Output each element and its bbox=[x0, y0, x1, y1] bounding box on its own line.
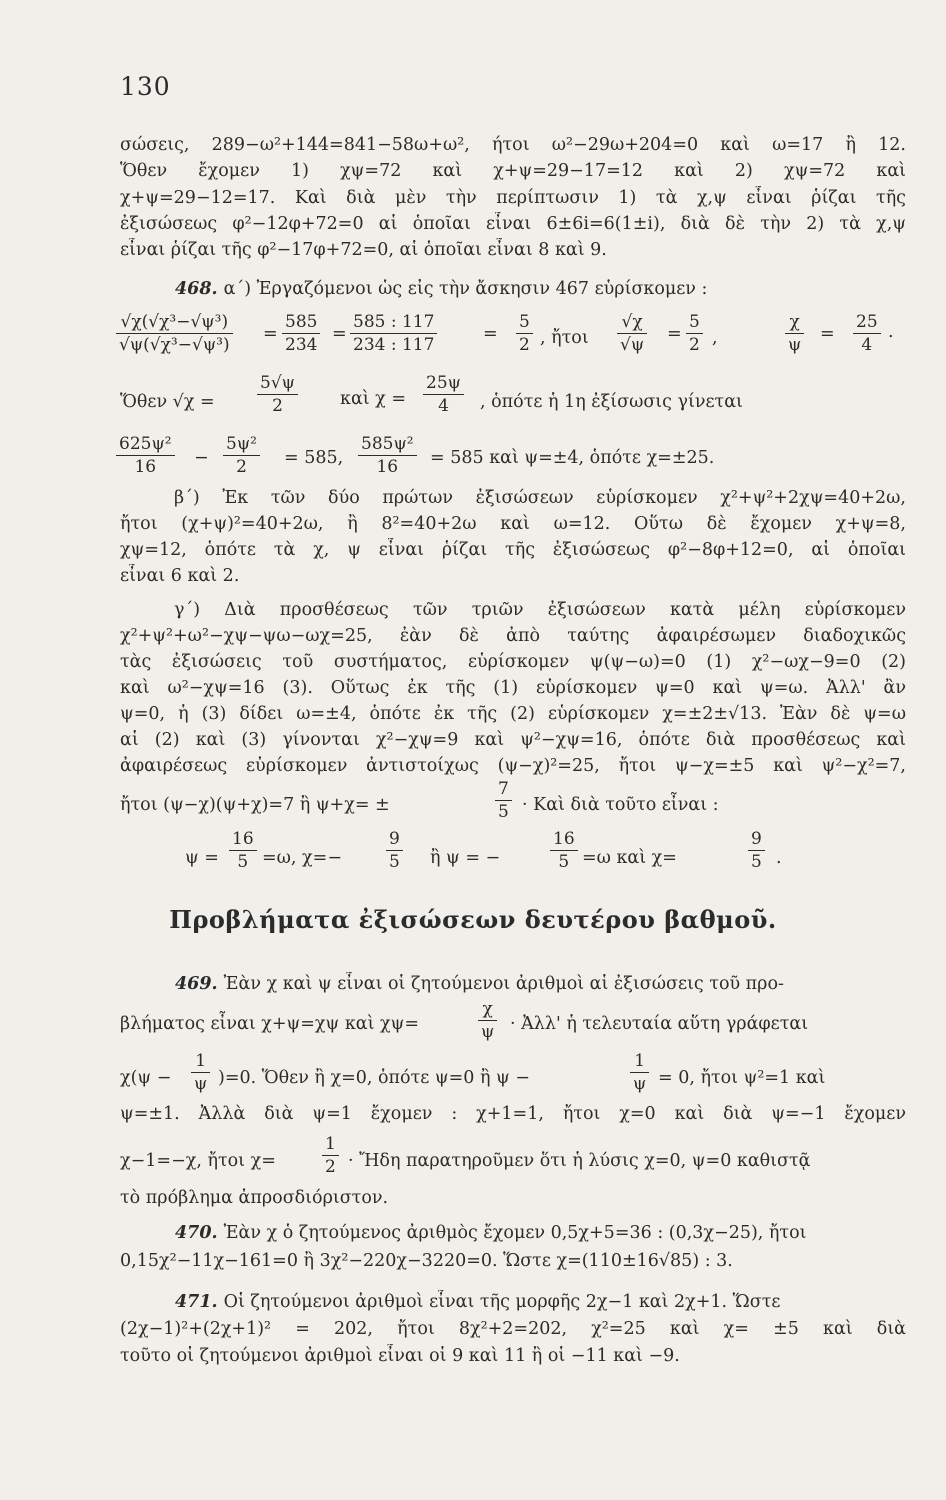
exercise-number: 471. bbox=[175, 1292, 218, 1312]
numerator: 1 bbox=[191, 1051, 210, 1073]
fraction bbox=[282, 312, 320, 355]
text-fragment: = 0, ἤτοι ψ²=1 καὶ bbox=[658, 1068, 826, 1088]
text-line: εἶναι ῥίζαι τῆς φ²−17φ+72=0, αἱ ὁποῖαι εἶναι 8 καὶ 9. bbox=[120, 240, 607, 260]
equals-585: = 585, bbox=[284, 448, 344, 468]
equals: = bbox=[820, 324, 835, 344]
kai-x-text: καὶ χ = bbox=[340, 389, 407, 409]
fraction bbox=[630, 1051, 649, 1094]
numerator: 1 bbox=[322, 1134, 339, 1156]
numerator: 585ψ² bbox=[358, 434, 417, 456]
fraction bbox=[617, 312, 647, 355]
text-line: χψ=12, ὁπότε τὰ χ, ψ εἶναι ῥίζαι τῆς ἐξισώσεως φ²−8φ+12=0, αἱ ὁποῖαι bbox=[120, 540, 906, 560]
result-text: =ω, χ=− bbox=[262, 848, 342, 868]
fraction bbox=[423, 373, 464, 416]
text-fragment: χ(ψ − bbox=[120, 1068, 172, 1088]
denominator: 2 bbox=[236, 457, 247, 477]
fraction bbox=[229, 829, 257, 872]
period: . bbox=[888, 322, 894, 342]
denominator: 5 bbox=[389, 852, 400, 872]
comma: , bbox=[712, 328, 718, 348]
numerator: 1 bbox=[630, 1051, 649, 1073]
text-line: σώσεις, 289−ω²+144=841−58ω+ω², ήτοι ω²−29ω+204=0 καὶ ω=17 ἢ 12. bbox=[120, 135, 906, 155]
denominator: 5 bbox=[498, 802, 509, 822]
denominator: ψ bbox=[194, 1074, 208, 1094]
exercise-text: α΄) Ἐργαζόμενοι ὡς εἰς τὴν ἄσκησιν 467 εὑρίσκομεν : bbox=[223, 279, 708, 299]
exercise-number: 468. bbox=[175, 279, 218, 299]
numerator: χ bbox=[785, 312, 804, 334]
denominator: 5 bbox=[751, 852, 762, 872]
denominator: √ψ bbox=[620, 335, 645, 355]
text-fragment: · Ἀλλ' ἡ τελευταία αὕτη γράφεται bbox=[510, 1014, 809, 1034]
numerator: 9 bbox=[386, 829, 403, 851]
fraction bbox=[322, 1134, 339, 1177]
denominator: 5 bbox=[237, 852, 249, 872]
denominator: ψ bbox=[633, 1074, 647, 1094]
fraction bbox=[116, 312, 233, 355]
denominator: 2 bbox=[272, 396, 283, 416]
exercise-471-line bbox=[175, 1290, 906, 1314]
text-line: (2χ−1)²+(2χ+1)² = 202, ἤτοι 8χ²+2=202, χ²=25 καὶ χ= ±5 καὶ διὰ bbox=[120, 1319, 906, 1339]
numerator: χ bbox=[478, 999, 497, 1021]
fraction bbox=[785, 312, 804, 355]
fraction bbox=[478, 999, 497, 1042]
numerator: √χ(√χ³−√ψ³) bbox=[116, 312, 233, 334]
exercise-text: Οἱ ζητούμενοι ἀριθμοὶ εἶναι τῆς μορφῆς 2χ−1 καὶ 2χ+1. Ὥστε bbox=[223, 1292, 781, 1312]
denominator: 2 bbox=[325, 1157, 336, 1177]
text-line: τοῦτο οἱ ζητούμενοι ἀριθμοὶ εἶναι οἱ 9 καὶ 11 ἢ οἱ −11 καὶ −9. bbox=[120, 1346, 680, 1366]
text-line: Ὅθεν ἔχομεν 1) χψ=72 καὶ χ+ψ=29−17=12 καὶ 2) χψ=72 καὶ bbox=[120, 161, 906, 181]
numerator: 5ψ² bbox=[223, 434, 260, 456]
text-line: ψ=±1. Ἀλλὰ διὰ ψ=1 ἔχομεν : χ+1=1, ἤτοι χ=0 καὶ διὰ ψ=−1 ἔχομεν bbox=[120, 1104, 906, 1124]
numerator: 16 bbox=[229, 829, 257, 851]
text-line: καὶ ω²−χψ=16 (3). Οὕτως ἐκ τῆς (1) εὑρίσκομεν ψ=0 καὶ ψ=ω. Ἀλλ' ἂν bbox=[120, 678, 906, 698]
text-fragment: χ−1=−χ, ἤτοι χ= bbox=[120, 1151, 276, 1171]
text-line: εἶναι 6 καὶ 2. bbox=[120, 566, 240, 586]
text-line: ἀφαιρέσεως εὑρίσκομεν ἀντιστοίχως (ψ−χ)²=25, ἤτοι ψ−χ=±5 καὶ ψ²−χ²=7, bbox=[120, 756, 906, 776]
fraction bbox=[853, 312, 881, 355]
numerator: 585 bbox=[282, 312, 320, 334]
exercise-number: 470. bbox=[175, 1223, 218, 1243]
numerator: 5√ψ bbox=[257, 373, 298, 395]
denominator: 4 bbox=[438, 396, 449, 416]
numerator: 585 : 117 bbox=[350, 312, 437, 334]
numerator: 625ψ² bbox=[116, 434, 175, 456]
itoi-text: , ἤτοι bbox=[540, 328, 589, 348]
denominator: 234 : 117 bbox=[353, 335, 435, 355]
denominator: 2 bbox=[519, 335, 530, 355]
denominator: ψ bbox=[481, 1022, 495, 1042]
fraction bbox=[516, 312, 533, 355]
numerator: √χ bbox=[617, 312, 647, 334]
text-line: χ²+ψ²+ω²−χψ−ψω−ωχ=25, ἐὰν δὲ ἀπὸ ταύτης ἀφαιρέσωμεν διαδοχικῶς bbox=[120, 626, 906, 646]
text-line: τὸ πρόβλημα ἀπροσδιόριστον. bbox=[120, 1188, 389, 1208]
text-line: 0,15χ²−11χ−161=0 ἢ 3χ²−220χ−3220=0. Ὥστε χ=(110±16√85) : 3. bbox=[120, 1251, 733, 1271]
gamma-end-left: ἤτοι (ψ−χ)(ψ+χ)=7 ἢ ψ+χ= ± bbox=[120, 795, 390, 815]
denominator: 16 bbox=[376, 457, 399, 477]
numerator: 5 bbox=[516, 312, 533, 334]
fraction bbox=[257, 373, 298, 416]
fraction bbox=[223, 434, 260, 477]
exercise-number: 469. bbox=[175, 974, 218, 994]
numerator: 9 bbox=[748, 829, 765, 851]
denominator: √ψ(√χ³−√ψ³) bbox=[119, 335, 230, 355]
exercise-470-line bbox=[175, 1221, 906, 1245]
result-psi: ψ = bbox=[185, 848, 219, 868]
numerator: 25ψ bbox=[423, 373, 464, 395]
denominator: ψ bbox=[788, 335, 802, 355]
text-line: γ΄) Διὰ προσθέσεως τῶν τριῶν ἐξισώσεων κατὰ μέλη εὑρίσκομεν bbox=[174, 600, 906, 620]
numerator: 16 bbox=[550, 829, 578, 851]
result-text: =ω καὶ χ= bbox=[582, 848, 677, 868]
fraction bbox=[116, 434, 175, 477]
fraction bbox=[191, 1051, 210, 1094]
denominator: 5 bbox=[558, 852, 570, 872]
text-line: ἤτοι (χ+ψ)²=40+2ω, ἢ 8²=40+2ω καὶ ω=12. Οὕτω δὲ ἔχομεν χ+ψ=8, bbox=[120, 514, 906, 534]
text-line: ἐξισώσεως φ²−12φ+72=0 αἱ ὁποῖαι εἶναι 6±6i=6(1±i), διὰ δὲ τὴν 2) τὰ χ,ψ bbox=[120, 214, 906, 234]
text-fragment: βλήματος εἶναι χ+ψ=χψ καὶ χψ= bbox=[120, 1014, 419, 1034]
fraction bbox=[386, 829, 403, 872]
denominator: 16 bbox=[134, 457, 157, 477]
text-fragment: · Ἤδη παρατηροῦμεν ὅτι ἡ λύσις χ=0, ψ=0 καθιστᾷ bbox=[348, 1151, 811, 1171]
gamma-end-right: · Καὶ διὰ τοῦτο εἶναι : bbox=[522, 795, 719, 815]
text-line: τὰς ἐξισώσεις τοῦ συστήματος, εὑρίσκομεν ψ(ψ−ω)=0 (1) χ²−ωχ−9=0 (2) bbox=[120, 652, 906, 672]
result-text: ἢ ψ = − bbox=[430, 848, 501, 868]
othen-text: Ὅθεν √χ = bbox=[120, 392, 215, 412]
minus: − bbox=[194, 448, 209, 468]
text-fragment: )=0. Ὅθεν ἢ χ=0, ὁπότε ψ=0 ἢ ψ − bbox=[218, 1068, 530, 1088]
exercise-text: Ἐὰν χ καὶ ψ εἶναι οἱ ζητούμενοι ἀριθμοὶ αἱ ἐξισώσεις τοῦ προ- bbox=[223, 974, 784, 994]
text-line: β΄) Ἐκ τῶν δύο πρώτων ἐξισώσεων εὑρίσκομεν χ²+ψ²+2χψ=40+2ω, bbox=[174, 488, 906, 508]
equals: = bbox=[263, 324, 278, 344]
numerator: 5 bbox=[686, 312, 703, 334]
numerator: 25 bbox=[853, 312, 881, 334]
exercise-469-line bbox=[175, 972, 906, 996]
fraction bbox=[748, 829, 765, 872]
denominator: 234 bbox=[285, 335, 318, 355]
section-heading: Προβλήματα ἐξισώσεων δευτέρου βαθμοῦ. bbox=[169, 905, 777, 934]
result-text: = 585 καὶ ψ=±4, ὁπότε χ=±25. bbox=[430, 448, 715, 468]
equals: = bbox=[483, 324, 498, 344]
page-number: 130 bbox=[120, 72, 171, 101]
fraction bbox=[358, 434, 417, 477]
text-line: χ+ψ=29−12=17. Καὶ διὰ μὲν τὴν περίπτωσιν 1) τὰ χ,ψ εἶναι ῥίζαι τῆς bbox=[120, 188, 906, 208]
period: . bbox=[776, 848, 782, 868]
denominator: 4 bbox=[861, 335, 873, 355]
fraction bbox=[350, 312, 437, 355]
text-line: αἱ (2) καὶ (3) γίνονται χ²−χψ=9 καὶ ψ²−χψ=16, ὁπότε διὰ προσθέσεως καὶ bbox=[120, 730, 906, 750]
fraction bbox=[686, 312, 703, 355]
text-line: ψ=0, ἡ (3) δίδει ω=±4, ὁπότε ἐκ τῆς (2) εὑρίσκομεν χ=±2±√13. Ἐὰν δὲ ψ=ω bbox=[120, 704, 906, 724]
exercise-text: Ἐὰν χ ὁ ζητούμενος ἀριθμὸς ἔχομεν 0,5χ+5=36 : (0,3χ−25), ἤτοι bbox=[223, 1223, 807, 1243]
numerator: 7 bbox=[495, 779, 512, 801]
fraction bbox=[495, 779, 512, 822]
fraction bbox=[550, 829, 578, 872]
equals: = bbox=[332, 324, 347, 344]
exercise-468-intro bbox=[175, 277, 875, 301]
equals: = bbox=[667, 324, 682, 344]
opote-text: , ὁπότε ἡ 1η ἐξίσωσις γίνεται bbox=[480, 392, 743, 412]
denominator: 2 bbox=[689, 335, 700, 355]
